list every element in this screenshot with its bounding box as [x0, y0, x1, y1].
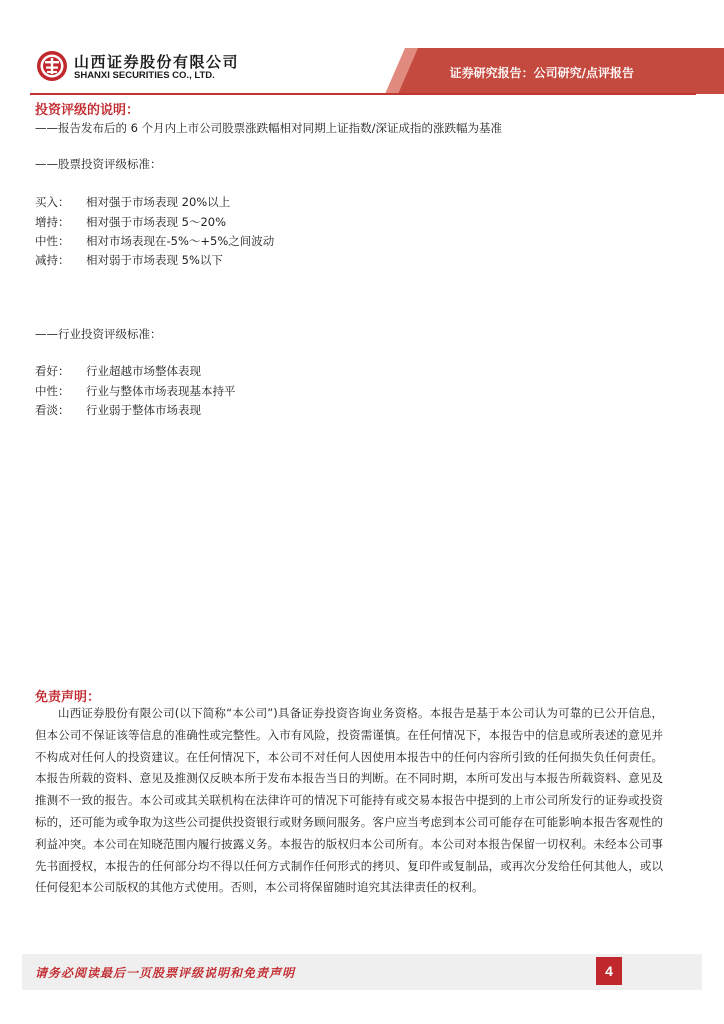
company-name-en: SHANXI SECURITIES CO., LTD. [74, 70, 215, 81]
stock-rating-desc: 相对弱于市场表现 5%以下 [86, 253, 223, 267]
footer-notice: 请务必阅读最后一页股票评级说明和免责声明 [35, 966, 296, 980]
company-logo-icon [36, 50, 68, 82]
rating-section-title: 投资评级的说明： [35, 103, 140, 118]
stock-rating-label: 减持： [35, 253, 70, 267]
stock-rating-desc: 相对强于市场表现 20%以上 [86, 195, 231, 209]
rating-basis: ——报告发布后的 6 个月内上市公司股票涨跌幅相对同期上证指数/深证成指的涨跌幅为基准 [35, 121, 502, 135]
page-header [0, 0, 724, 94]
industry-rating-desc: 行业与整体市场表现基本持平 [86, 384, 236, 398]
page-number: 4 [596, 957, 622, 985]
industry-rating-desc: 行业超越市场整体表现 [86, 364, 201, 378]
header-divider [30, 93, 696, 95]
company-name-cn: 山西证券股份有限公司 [74, 53, 240, 71]
industry-rating-label: 中性： [35, 384, 70, 398]
disclaimer-body: 山西证券股份有限公司(以下简称“本公司”)具备证券投资咨询业务资格。本报告是基于本公司认为可靠的已公开信息，但本公司不保证该等信息的准确性或完整性。入市有风险，投资需谨慎。在任何情况下，本报告中的信息或所表述的意见并不构成对任何人的投资建议。在任何情况下，本公司不对任何人因使用本报告中的任何内容所引致的任何损失负任何责任。本报告所载的资料、意见及推测仅反映本所于发布本报告当日的判断。在不同时期，本所可发出与本报告所载资料、意见及推测不一致的报告。本公司或其关联机构在法律许可的情况下可能持有或交易本报告中提到的上市公司所发行的证券或投资标的，还可能为或争取为这些公司提供投资银行或财务顾问服务。客户应当考虑到本公司可能存在可能影响本报告客观性的利益冲突。本公司在知晓范围内履行披露义务。本报告的版权归本公司所有。本公司对本报告保留一切权利。未经本公司事先书面授权，本报告的任何部分均不得以任何方式制作任何形式的拷贝、复印件或复制品，或再次分发给任何其他人，或以任何侵犯本公司版权的其他方式使用。否则，本公司将保留随时追究其法律责任的权利。 [35, 706, 663, 895]
industry-rating-label: 看好： [35, 364, 70, 378]
stock-rating-desc: 相对强于市场表现 5～20% [86, 215, 227, 229]
report-type: 证券研究报告：公司研究/点评报告 [449, 66, 634, 80]
stock-rating-title: ——股票投资评级标准： [35, 157, 162, 171]
disclaimer-title: 免责声明： [35, 690, 101, 705]
stock-rating-label: 中性： [35, 234, 70, 248]
industry-rating-label: 看淡： [35, 403, 70, 417]
stock-rating-desc: 相对市场表现在-5%～+5%之间波动 [86, 234, 275, 248]
stock-rating-label: 增持： [35, 215, 70, 229]
industry-rating-title: ——行业投资评级标准： [35, 327, 162, 341]
industry-rating-desc: 行业弱于整体市场表现 [86, 403, 201, 417]
stock-rating-label: 买入： [35, 195, 70, 209]
